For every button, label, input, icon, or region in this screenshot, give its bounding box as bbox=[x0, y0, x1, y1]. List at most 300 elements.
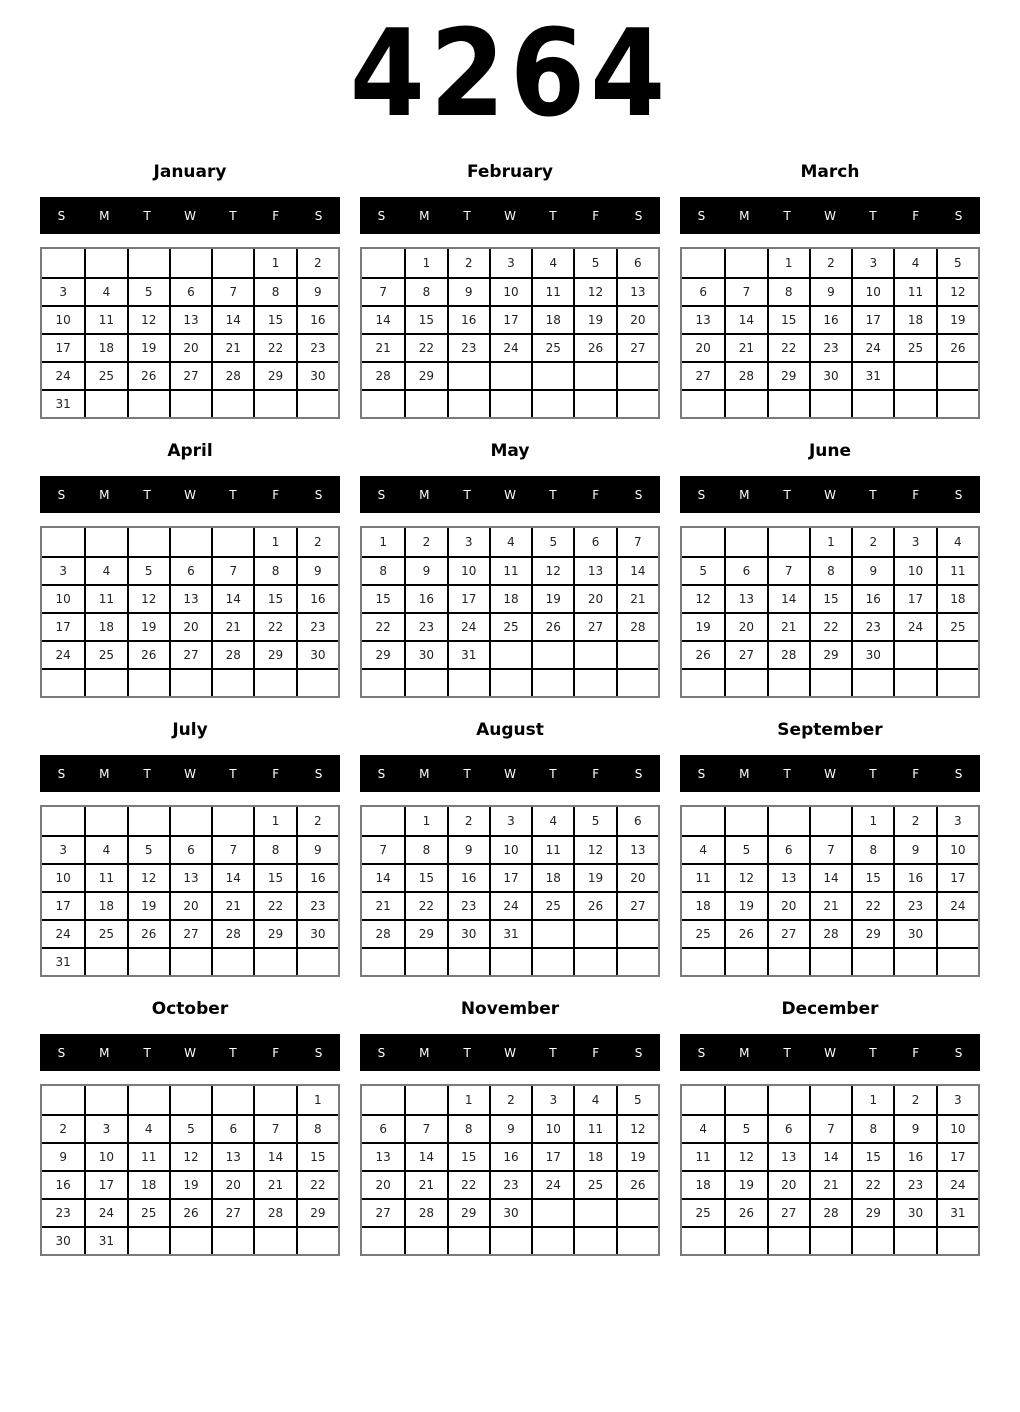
weekday-header bbox=[680, 197, 980, 234]
day-cell: 2 bbox=[296, 807, 338, 835]
weekday-label: S bbox=[634, 1045, 643, 1060]
day-cell-empty bbox=[767, 668, 809, 696]
day-cell: 28 bbox=[809, 1198, 851, 1226]
day-cell: 15 bbox=[447, 1142, 489, 1170]
day-cell: 6 bbox=[169, 556, 211, 584]
day-cell: 16 bbox=[296, 305, 338, 333]
day-cell: 22 bbox=[253, 612, 295, 640]
weekday-label: T bbox=[143, 208, 151, 223]
day-cell: 9 bbox=[447, 277, 489, 305]
day-cell: 21 bbox=[362, 891, 404, 919]
day-cell: 21 bbox=[362, 333, 404, 361]
day-cell: 26 bbox=[127, 640, 169, 668]
day-cell: 28 bbox=[404, 1198, 446, 1226]
day-cell: 21 bbox=[253, 1170, 295, 1198]
day-cell: 25 bbox=[531, 333, 573, 361]
day-cell: 1 bbox=[296, 1086, 338, 1114]
day-cell: 3 bbox=[489, 807, 531, 835]
day-cell: 10 bbox=[42, 584, 84, 612]
day-cell: 14 bbox=[767, 584, 809, 612]
day-cell: 26 bbox=[616, 1170, 658, 1198]
day-cell-empty bbox=[127, 1086, 169, 1114]
day-cell-empty bbox=[296, 1226, 338, 1254]
day-cell: 22 bbox=[767, 333, 809, 361]
day-cell: 15 bbox=[296, 1142, 338, 1170]
day-cell-empty bbox=[404, 389, 446, 417]
day-cell-empty bbox=[211, 807, 253, 835]
day-cell: 7 bbox=[362, 277, 404, 305]
day-cell-empty bbox=[211, 1226, 253, 1254]
day-cell: 18 bbox=[84, 333, 126, 361]
day-cell-empty bbox=[531, 1198, 573, 1226]
day-cell: 22 bbox=[404, 891, 446, 919]
day-cell: 23 bbox=[893, 891, 935, 919]
day-cell-empty bbox=[127, 389, 169, 417]
day-cell-empty bbox=[531, 389, 573, 417]
weekday-label: M bbox=[99, 208, 110, 223]
weekday-label: T bbox=[549, 208, 557, 223]
day-cell: 11 bbox=[682, 1142, 724, 1170]
day-cell: 21 bbox=[211, 891, 253, 919]
day-cell-empty bbox=[936, 361, 978, 389]
day-cell: 10 bbox=[84, 1142, 126, 1170]
weekday-label: M bbox=[739, 487, 750, 502]
day-cell: 4 bbox=[682, 1114, 724, 1142]
day-cell-empty bbox=[809, 807, 851, 835]
day-cell: 10 bbox=[936, 1114, 978, 1142]
weekday-label: S bbox=[314, 487, 323, 502]
day-cell: 19 bbox=[127, 891, 169, 919]
day-cell: 3 bbox=[84, 1114, 126, 1142]
day-cell-empty bbox=[404, 668, 446, 696]
day-cell: 18 bbox=[531, 863, 573, 891]
day-cell: 14 bbox=[809, 1142, 851, 1170]
day-cell-empty bbox=[767, 947, 809, 975]
day-cell: 11 bbox=[682, 863, 724, 891]
day-cell: 23 bbox=[489, 1170, 531, 1198]
day-cell: 29 bbox=[447, 1198, 489, 1226]
weekday-header bbox=[360, 197, 660, 234]
day-cell: 10 bbox=[936, 835, 978, 863]
weekday-label: S bbox=[57, 208, 66, 223]
day-cell: 13 bbox=[767, 863, 809, 891]
weekday-label: S bbox=[634, 208, 643, 223]
day-cell: 25 bbox=[682, 1198, 724, 1226]
day-cell-empty bbox=[84, 389, 126, 417]
day-cell: 4 bbox=[84, 277, 126, 305]
day-cell-empty bbox=[447, 947, 489, 975]
day-cell: 14 bbox=[616, 556, 658, 584]
month-name: February bbox=[466, 162, 554, 182]
day-cell: 2 bbox=[851, 528, 893, 556]
day-cell: 11 bbox=[531, 835, 573, 863]
day-cell: 21 bbox=[404, 1170, 446, 1198]
day-cell: 3 bbox=[447, 528, 489, 556]
day-cell: 14 bbox=[404, 1142, 446, 1170]
weekday-label: W bbox=[504, 208, 516, 223]
day-cell: 13 bbox=[169, 584, 211, 612]
day-cell: 15 bbox=[851, 863, 893, 891]
day-cell: 16 bbox=[809, 305, 851, 333]
day-cell: 5 bbox=[936, 249, 978, 277]
day-cell-empty bbox=[362, 389, 404, 417]
weekday-label: T bbox=[463, 487, 471, 502]
day-cell-empty bbox=[84, 668, 126, 696]
day-cell: 22 bbox=[404, 333, 446, 361]
day-cell: 23 bbox=[296, 612, 338, 640]
day-cell: 24 bbox=[936, 891, 978, 919]
day-cell: 27 bbox=[616, 891, 658, 919]
weekday-label: W bbox=[504, 1045, 516, 1060]
day-cell-empty bbox=[531, 668, 573, 696]
day-cell-empty bbox=[169, 1086, 211, 1114]
weekday-label: T bbox=[463, 208, 471, 223]
day-cell-empty bbox=[404, 1226, 446, 1254]
day-cell: 27 bbox=[767, 919, 809, 947]
day-cell: 23 bbox=[851, 612, 893, 640]
day-cell: 9 bbox=[893, 835, 935, 863]
day-cell: 20 bbox=[362, 1170, 404, 1198]
weekday-label: W bbox=[824, 487, 836, 502]
day-cell: 1 bbox=[253, 807, 295, 835]
day-cell-empty bbox=[724, 668, 766, 696]
month-name: January bbox=[153, 162, 227, 182]
day-cell-empty bbox=[682, 1226, 724, 1254]
day-cell: 2 bbox=[809, 249, 851, 277]
day-cell: 23 bbox=[42, 1198, 84, 1226]
day-cell-empty bbox=[84, 807, 126, 835]
month-name: March bbox=[800, 162, 860, 182]
day-cell-empty bbox=[573, 919, 615, 947]
day-cell-empty bbox=[616, 1198, 658, 1226]
day-cell: 4 bbox=[127, 1114, 169, 1142]
day-cell: 30 bbox=[404, 640, 446, 668]
weekday-label: T bbox=[549, 487, 557, 502]
day-cell: 8 bbox=[404, 277, 446, 305]
weekday-header bbox=[40, 476, 340, 513]
day-cell: 18 bbox=[573, 1142, 615, 1170]
day-cell: 27 bbox=[169, 640, 211, 668]
day-cell: 22 bbox=[253, 891, 295, 919]
day-cell: 21 bbox=[211, 612, 253, 640]
day-cell: 23 bbox=[447, 333, 489, 361]
day-cell-empty bbox=[573, 947, 615, 975]
day-cell: 28 bbox=[362, 919, 404, 947]
day-cell: 3 bbox=[851, 249, 893, 277]
weekday-label: T bbox=[229, 1045, 237, 1060]
day-cell: 5 bbox=[682, 556, 724, 584]
day-cell: 3 bbox=[42, 556, 84, 584]
day-cell: 13 bbox=[616, 277, 658, 305]
day-cell-empty bbox=[169, 947, 211, 975]
day-cell: 12 bbox=[531, 556, 573, 584]
day-cell-empty bbox=[127, 947, 169, 975]
day-cell: 19 bbox=[682, 612, 724, 640]
month-june bbox=[680, 431, 980, 698]
weekday-label: M bbox=[419, 766, 430, 781]
day-cell-empty bbox=[127, 528, 169, 556]
weekday-label: F bbox=[272, 766, 280, 781]
day-cell-empty bbox=[169, 249, 211, 277]
day-cell-empty bbox=[616, 361, 658, 389]
weekday-label: T bbox=[463, 1045, 471, 1060]
day-cell: 13 bbox=[362, 1142, 404, 1170]
day-cell: 28 bbox=[724, 361, 766, 389]
year-title: 4264 bbox=[349, 5, 671, 144]
day-cell: 22 bbox=[851, 891, 893, 919]
day-cell: 9 bbox=[296, 277, 338, 305]
day-cell: 14 bbox=[211, 305, 253, 333]
day-cell: 30 bbox=[893, 1198, 935, 1226]
day-cell: 6 bbox=[169, 835, 211, 863]
day-cell: 4 bbox=[573, 1086, 615, 1114]
month-february bbox=[360, 152, 660, 419]
day-cell: 17 bbox=[489, 305, 531, 333]
day-cell: 2 bbox=[296, 249, 338, 277]
day-cell: 13 bbox=[767, 1142, 809, 1170]
day-cell-empty bbox=[169, 528, 211, 556]
day-cell: 7 bbox=[362, 835, 404, 863]
day-cell-empty bbox=[362, 1226, 404, 1254]
day-cell: 11 bbox=[489, 556, 531, 584]
weekday-header bbox=[360, 1034, 660, 1071]
month-september bbox=[680, 710, 980, 977]
weekday-header bbox=[40, 755, 340, 792]
day-cell: 6 bbox=[724, 556, 766, 584]
weekday-label: T bbox=[783, 487, 791, 502]
day-cell: 3 bbox=[936, 807, 978, 835]
day-cell-empty bbox=[362, 947, 404, 975]
day-cell: 12 bbox=[724, 863, 766, 891]
day-cell-empty bbox=[169, 1226, 211, 1254]
day-cell: 19 bbox=[724, 1170, 766, 1198]
dates-grid bbox=[360, 526, 660, 698]
day-cell-empty bbox=[169, 668, 211, 696]
day-cell: 25 bbox=[531, 891, 573, 919]
day-cell: 8 bbox=[362, 556, 404, 584]
day-cell: 3 bbox=[531, 1086, 573, 1114]
day-cell: 23 bbox=[809, 333, 851, 361]
dates-grid bbox=[40, 805, 340, 977]
day-cell-empty bbox=[616, 1226, 658, 1254]
day-cell: 9 bbox=[893, 1114, 935, 1142]
day-cell: 11 bbox=[84, 863, 126, 891]
day-cell: 3 bbox=[893, 528, 935, 556]
day-cell: 7 bbox=[809, 1114, 851, 1142]
dates-grid bbox=[680, 526, 980, 698]
dates-grid bbox=[40, 247, 340, 419]
day-cell-empty bbox=[169, 807, 211, 835]
weekday-label: S bbox=[697, 766, 706, 781]
day-cell-empty bbox=[447, 668, 489, 696]
day-cell: 16 bbox=[296, 584, 338, 612]
day-cell: 19 bbox=[573, 863, 615, 891]
day-cell: 4 bbox=[682, 835, 724, 863]
day-cell-empty bbox=[616, 947, 658, 975]
day-cell-empty bbox=[936, 947, 978, 975]
day-cell-empty bbox=[127, 1226, 169, 1254]
weekday-label: S bbox=[314, 208, 323, 223]
day-cell: 19 bbox=[531, 584, 573, 612]
day-cell: 27 bbox=[362, 1198, 404, 1226]
day-cell-empty bbox=[682, 389, 724, 417]
weekday-label: T bbox=[229, 208, 237, 223]
day-cell: 9 bbox=[447, 835, 489, 863]
day-cell: 23 bbox=[893, 1170, 935, 1198]
weekday-label: F bbox=[912, 208, 920, 223]
day-cell-empty bbox=[616, 389, 658, 417]
day-cell: 5 bbox=[573, 807, 615, 835]
day-cell: 4 bbox=[84, 835, 126, 863]
day-cell-empty bbox=[767, 807, 809, 835]
day-cell: 15 bbox=[253, 305, 295, 333]
day-cell-empty bbox=[573, 389, 615, 417]
dates-grid bbox=[680, 805, 980, 977]
day-cell: 29 bbox=[253, 919, 295, 947]
day-cell: 26 bbox=[682, 640, 724, 668]
day-cell: 25 bbox=[682, 919, 724, 947]
day-cell: 24 bbox=[447, 612, 489, 640]
month-october bbox=[40, 989, 340, 1256]
day-cell: 27 bbox=[616, 333, 658, 361]
day-cell: 14 bbox=[253, 1142, 295, 1170]
day-cell: 13 bbox=[211, 1142, 253, 1170]
month-name: October bbox=[151, 999, 229, 1019]
day-cell: 11 bbox=[84, 305, 126, 333]
month-name: November bbox=[460, 999, 560, 1019]
day-cell-empty bbox=[724, 1086, 766, 1114]
weekday-label: T bbox=[783, 1045, 791, 1060]
day-cell: 24 bbox=[42, 361, 84, 389]
day-cell: 20 bbox=[169, 891, 211, 919]
day-cell: 5 bbox=[724, 1114, 766, 1142]
day-cell-empty bbox=[127, 249, 169, 277]
day-cell: 20 bbox=[724, 612, 766, 640]
weekday-label: T bbox=[549, 766, 557, 781]
day-cell: 7 bbox=[253, 1114, 295, 1142]
day-cell: 12 bbox=[127, 863, 169, 891]
month-name: May bbox=[490, 441, 530, 461]
weekday-label: W bbox=[504, 487, 516, 502]
day-cell: 30 bbox=[447, 919, 489, 947]
day-cell-empty bbox=[211, 528, 253, 556]
day-cell-empty bbox=[211, 1086, 253, 1114]
day-cell-empty bbox=[936, 668, 978, 696]
weekday-header bbox=[680, 755, 980, 792]
weekday-label: W bbox=[504, 766, 516, 781]
month-march bbox=[680, 152, 980, 419]
day-cell-empty bbox=[893, 361, 935, 389]
day-cell: 12 bbox=[573, 835, 615, 863]
day-cell: 15 bbox=[362, 584, 404, 612]
day-cell: 30 bbox=[296, 640, 338, 668]
day-cell: 13 bbox=[169, 863, 211, 891]
month-name: September bbox=[777, 720, 883, 740]
day-cell-empty bbox=[362, 668, 404, 696]
day-cell-empty bbox=[616, 919, 658, 947]
day-cell-empty bbox=[851, 668, 893, 696]
day-cell: 6 bbox=[211, 1114, 253, 1142]
weekday-label: F bbox=[592, 1045, 600, 1060]
day-cell-empty bbox=[893, 389, 935, 417]
day-cell: 29 bbox=[253, 361, 295, 389]
day-cell: 8 bbox=[851, 1114, 893, 1142]
day-cell: 18 bbox=[893, 305, 935, 333]
day-cell: 27 bbox=[724, 640, 766, 668]
day-cell-empty bbox=[84, 1086, 126, 1114]
day-cell-empty bbox=[253, 389, 295, 417]
day-cell-empty bbox=[531, 1226, 573, 1254]
day-cell: 20 bbox=[767, 1170, 809, 1198]
day-cell: 2 bbox=[296, 528, 338, 556]
day-cell: 7 bbox=[211, 556, 253, 584]
day-cell: 14 bbox=[211, 584, 253, 612]
weekday-label: S bbox=[314, 766, 323, 781]
day-cell-empty bbox=[893, 668, 935, 696]
day-cell: 24 bbox=[84, 1198, 126, 1226]
day-cell-empty bbox=[682, 249, 724, 277]
weekday-label: S bbox=[57, 487, 66, 502]
day-cell-empty bbox=[127, 807, 169, 835]
day-cell-empty bbox=[42, 668, 84, 696]
day-cell: 10 bbox=[42, 305, 84, 333]
day-cell-empty bbox=[531, 640, 573, 668]
day-cell: 9 bbox=[489, 1114, 531, 1142]
day-cell-empty bbox=[531, 361, 573, 389]
day-cell-empty bbox=[809, 1086, 851, 1114]
weekday-label: S bbox=[377, 208, 386, 223]
day-cell: 18 bbox=[682, 891, 724, 919]
day-cell: 7 bbox=[616, 528, 658, 556]
weekday-label: F bbox=[272, 1045, 280, 1060]
day-cell: 14 bbox=[362, 863, 404, 891]
day-cell-empty bbox=[724, 249, 766, 277]
day-cell: 3 bbox=[936, 1086, 978, 1114]
day-cell-empty bbox=[573, 668, 615, 696]
weekday-label: T bbox=[869, 766, 877, 781]
weekday-label: F bbox=[912, 766, 920, 781]
day-cell-empty bbox=[253, 1086, 295, 1114]
month-name: July bbox=[172, 720, 208, 740]
day-cell: 10 bbox=[447, 556, 489, 584]
day-cell: 5 bbox=[127, 277, 169, 305]
day-cell: 22 bbox=[362, 612, 404, 640]
day-cell-empty bbox=[682, 947, 724, 975]
day-cell: 25 bbox=[84, 361, 126, 389]
day-cell-empty bbox=[489, 947, 531, 975]
day-cell: 7 bbox=[211, 835, 253, 863]
day-cell: 9 bbox=[296, 556, 338, 584]
weekday-label: F bbox=[912, 487, 920, 502]
day-cell: 3 bbox=[42, 277, 84, 305]
day-cell-empty bbox=[851, 389, 893, 417]
day-cell-empty bbox=[724, 947, 766, 975]
day-cell: 11 bbox=[573, 1114, 615, 1142]
day-cell-empty bbox=[809, 947, 851, 975]
weekday-label: S bbox=[954, 208, 963, 223]
weekday-label: S bbox=[697, 208, 706, 223]
day-cell: 30 bbox=[42, 1226, 84, 1254]
day-cell: 26 bbox=[573, 333, 615, 361]
day-cell: 24 bbox=[851, 333, 893, 361]
day-cell: 16 bbox=[489, 1142, 531, 1170]
day-cell: 27 bbox=[573, 612, 615, 640]
day-cell-empty bbox=[42, 528, 84, 556]
day-cell: 27 bbox=[169, 361, 211, 389]
weekday-label: S bbox=[634, 766, 643, 781]
day-cell: 12 bbox=[724, 1142, 766, 1170]
weekday-label: W bbox=[824, 766, 836, 781]
